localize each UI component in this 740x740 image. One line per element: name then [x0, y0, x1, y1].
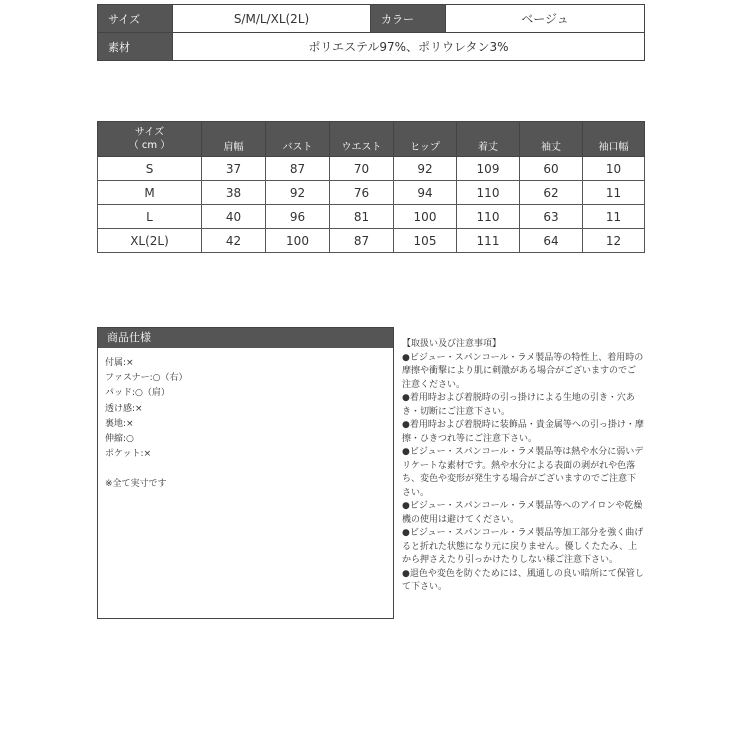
- column-header-cuff: 袖口幅: [583, 122, 645, 157]
- column-header-waist: ウエスト: [330, 122, 394, 157]
- info-row-material: [98, 33, 645, 61]
- product-info-table: [97, 4, 645, 61]
- spec-item-pad: パッド:○（肩）: [105, 388, 170, 399]
- table-cell: 10: [583, 157, 645, 181]
- table-cell: 109: [457, 157, 520, 181]
- table-cell: 12: [583, 229, 645, 253]
- table-cell: 70: [330, 157, 394, 181]
- size-header-cell: [98, 122, 202, 157]
- table-cell: 100: [266, 229, 330, 253]
- column-header-length: 着丈: [457, 122, 520, 157]
- table-cell: 62: [520, 181, 583, 205]
- size-chart-table: [97, 121, 645, 253]
- table-cell: 60: [520, 157, 583, 181]
- care-title: 【取扱い及び注意事項】: [402, 339, 502, 349]
- care-item: ●ビジュー・スパンコール・ラメ製品等へのアイロンや乾燥機の使用は避けてください。: [402, 501, 643, 525]
- spec-item-sheerness: 透け感:×: [105, 403, 143, 414]
- table-cell: 110: [457, 205, 520, 229]
- row-size-label: L: [98, 205, 202, 229]
- info-row-size-color: [98, 5, 645, 33]
- table-row: [98, 205, 645, 229]
- care-item: ●退色や変色を防ぐためには、風通しの良い暗所にて保管して下さい。: [402, 568, 644, 592]
- table-row: [98, 181, 645, 205]
- care-item: ●ビジュー・スパンコール・ラメ製品等加工部分を強く曲げると折れた状態になり元に戻りません。優しくたたみ、上から押さえたり引っかけたりしない様ご注意下さい。: [402, 528, 644, 565]
- size-header-label: サイズ: [134, 126, 165, 138]
- table-cell: 96: [266, 205, 330, 229]
- table-cell: 105: [394, 229, 457, 253]
- size-label: サイズ: [98, 5, 173, 33]
- material-label: 素材: [98, 33, 173, 61]
- spec-title: 商品仕様: [98, 328, 393, 348]
- material-value: ポリエステル97%、ポリウレタン3%: [173, 33, 645, 61]
- column-header-sleeve: 袖丈: [520, 122, 583, 157]
- table-cell: 11: [583, 181, 645, 205]
- size-value: S/M/L/XL(2L): [173, 5, 371, 33]
- column-header-hip: ヒップ: [394, 122, 457, 157]
- table-cell: 111: [457, 229, 520, 253]
- care-notes: [402, 338, 644, 595]
- table-cell: 87: [266, 157, 330, 181]
- table-cell: 92: [266, 181, 330, 205]
- table-cell: 92: [394, 157, 457, 181]
- row-size-label: XL(2L): [98, 229, 202, 253]
- column-header-bust: バスト: [266, 122, 330, 157]
- measurement-note: ※全て実寸です: [105, 479, 167, 490]
- spec-item-stretch: 伸縮:○: [105, 434, 134, 445]
- table-cell: 11: [583, 205, 645, 229]
- table-cell: 64: [520, 229, 583, 253]
- table-cell: 76: [330, 181, 394, 205]
- table-cell: 110: [457, 181, 520, 205]
- column-header-shoulder: 肩幅: [202, 122, 266, 157]
- table-cell: 37: [202, 157, 266, 181]
- table-cell: 42: [202, 229, 266, 253]
- table-cell: 40: [202, 205, 266, 229]
- table-cell: 81: [330, 205, 394, 229]
- table-cell: 63: [520, 205, 583, 229]
- care-item: ●着用時および着脱時に装飾品・貴金属等への引っ掛け・摩擦・ひきつれ等にご注意下さい。: [402, 420, 644, 444]
- spec-list: [98, 348, 393, 462]
- table-cell: 100: [394, 205, 457, 229]
- size-table-header-row: [98, 122, 645, 157]
- color-label: カラー: [371, 5, 446, 33]
- product-spec-box: [97, 327, 394, 619]
- care-item: ●ビジュー・スパンコール・ラメ製品等の特性上、着用時の摩擦や衝撃により肌に刺激がある場合がございますのでご注意ください。: [402, 352, 644, 390]
- row-size-label: S: [98, 157, 202, 181]
- care-item: ●着用時および着脱時の引っ掛けによる生地の引き・穴あき・切断にご注意下さい。: [402, 393, 635, 417]
- spec-item-accessories: 付属:×: [105, 358, 134, 368]
- table-cell: 38: [202, 181, 266, 205]
- table-row: [98, 229, 645, 253]
- row-size-label: M: [98, 181, 202, 205]
- care-item: ●ビジュー・スパンコール・ラメ製品等は熱や水分に弱いデリケートな素材です。熱や水分による表面の剥がれや色落ち、変色や変形が発生する場合がございますのでご注意下さい。: [402, 447, 644, 498]
- spec-item-lining: 裏地:×: [105, 418, 134, 429]
- table-cell: 87: [330, 229, 394, 253]
- spec-item-pocket: ポケット:×: [105, 449, 152, 460]
- spec-item-zipper: ファスナー:○（右）: [105, 373, 188, 384]
- table-row: [98, 157, 645, 181]
- size-header-unit: （ cm ）: [128, 140, 171, 151]
- care-list: [402, 352, 644, 595]
- table-cell: 94: [394, 181, 457, 205]
- color-value: ベージュ: [446, 5, 645, 33]
